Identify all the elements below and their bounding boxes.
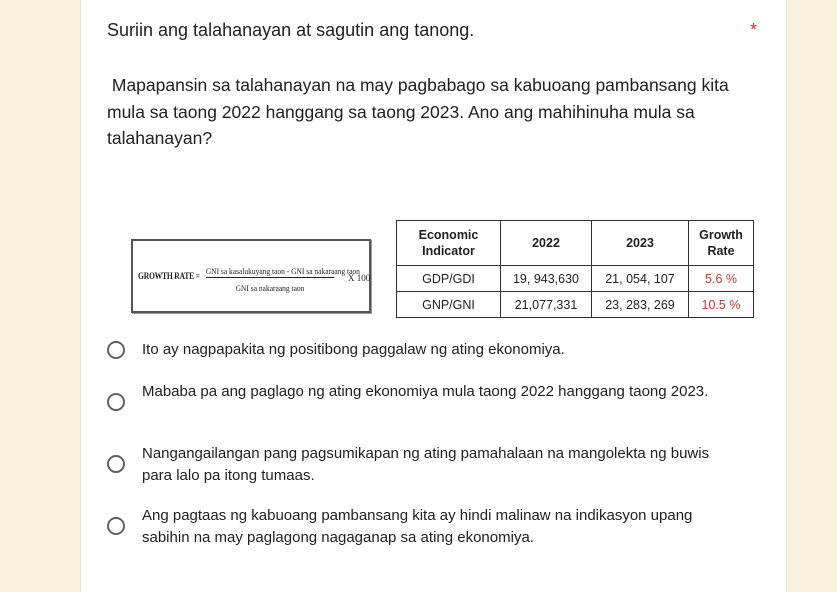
option-label[interactable]: Nangangailangan pang pagsumikapan ng ating pamahalaan na mangolekta ng buwis para lalo pa itong tumaas. xyxy=(142,445,710,484)
cell-indicator: GNP/GNI xyxy=(397,292,501,318)
header-indicator: Economic Indicator xyxy=(397,221,501,266)
formula-multiplier: X 100 xyxy=(348,273,371,283)
formula-label: GROWTH RATE = xyxy=(138,271,200,281)
formula-numerator: GNI sa kasalukuyang taon - GNI sa nakaraang taon xyxy=(205,266,360,276)
radio-button[interactable] xyxy=(107,393,125,411)
radio-button[interactable] xyxy=(107,455,125,473)
option-label[interactable]: Ito ay nagpapakita ng positibong paggalaw ng ating ekonomiya. xyxy=(142,341,565,358)
economic-indicator-table xyxy=(396,220,754,318)
table-header-row xyxy=(397,221,754,266)
header-2022: 2022 xyxy=(501,221,592,266)
cell-indicator: GDP/GDI xyxy=(397,266,501,292)
header-growth-rate: Growth Rate xyxy=(689,221,754,266)
table-row xyxy=(397,292,754,318)
cell-growth-rate: 5.6 % xyxy=(689,266,754,292)
required-asterisk: * xyxy=(750,20,758,40)
question-title: Suriin ang talahanayan at sagutin ang tanong. xyxy=(107,20,475,40)
cell-2022: 19, 943,630 xyxy=(501,266,592,292)
cell-2023: 23, 283, 269 xyxy=(592,292,689,318)
cell-2023: 21, 054, 107 xyxy=(592,266,689,292)
cell-growth-rate: 10.5 % xyxy=(689,292,754,318)
question-description: Mapapansin sa talahanayan na may pagbabago sa kabuoang pambansang kita mula sa taong 2022 hanggang sa taong 2023. Ano ang mahihinuha mula sa talahanayan? xyxy=(107,75,734,148)
radio-button[interactable] xyxy=(107,341,125,359)
radio-button[interactable] xyxy=(107,517,125,535)
growth-rate-formula-image xyxy=(131,239,371,313)
option-label[interactable]: Ang pagtaas ng kabuoang pambansang kita ay hindi malinaw na indikasyon upang sabihin na may paglagong nagaganap sa ating ekonomiya. xyxy=(142,507,693,546)
header-2023: 2023 xyxy=(592,221,689,266)
option-label[interactable]: Mababa pa ang paglago ng ating ekonomiya mula taong 2022 hanggang taong 2023. xyxy=(142,383,709,400)
formula-denominator: GNI sa nakaraang taon xyxy=(235,283,305,293)
table-row xyxy=(397,266,754,292)
cell-2022: 21,077,331 xyxy=(501,292,592,318)
